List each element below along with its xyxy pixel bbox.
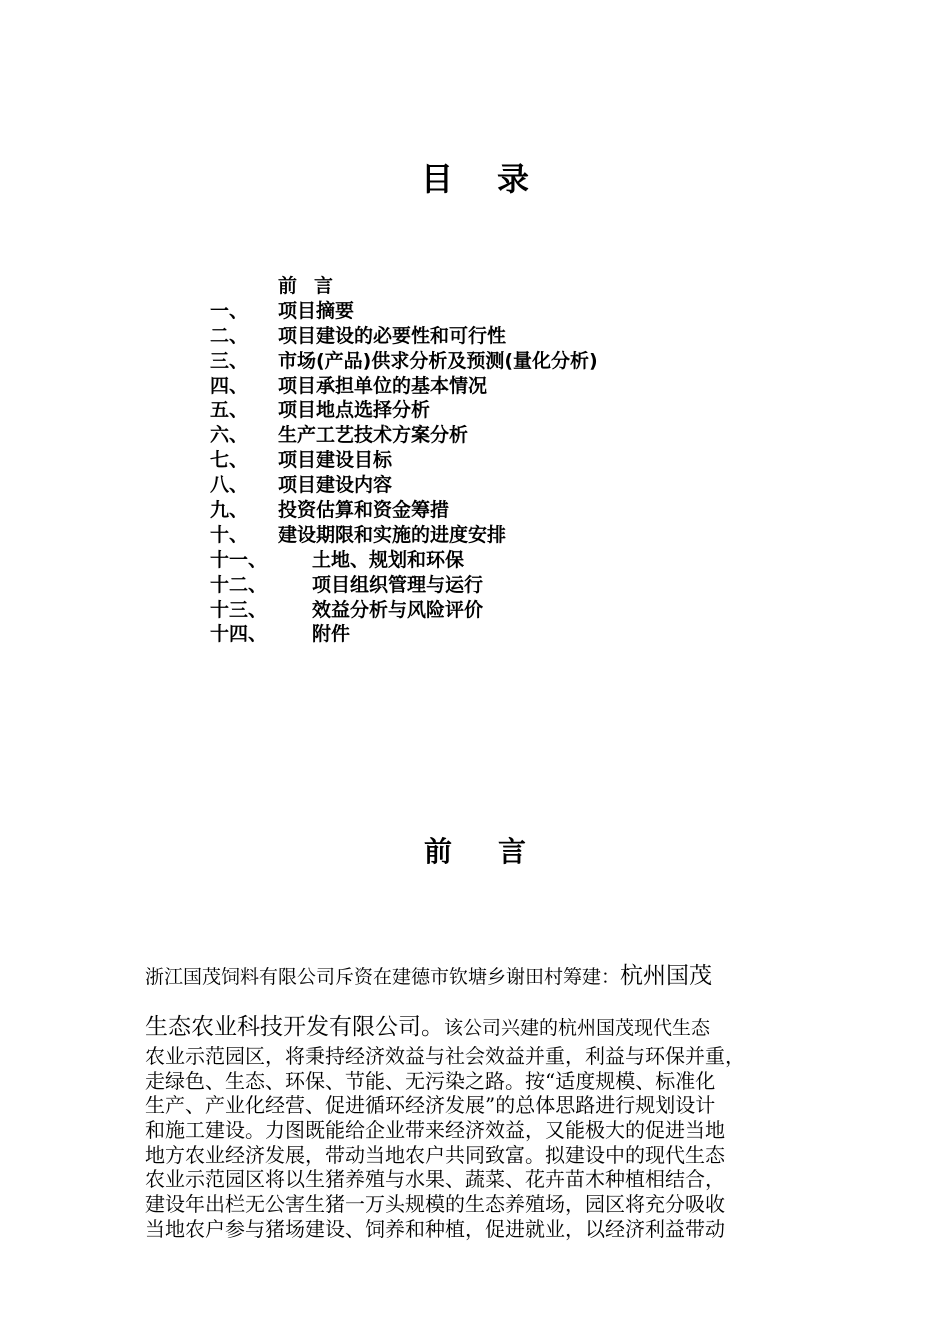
toc-item[interactable]: [210, 299, 810, 324]
toc-item[interactable]: [210, 324, 810, 349]
toc-item-number: 十、: [210, 523, 249, 546]
toc-item-label: 建设期限和实施的进度安排: [278, 523, 507, 546]
toc-item-number: 一、: [210, 299, 249, 322]
table-of-contents: [210, 274, 810, 647]
toc-item-label: 前言: [278, 275, 351, 297]
preface-line: [145, 957, 825, 990]
toc-item[interactable]: [210, 349, 810, 374]
toc-item-preface[interactable]: [210, 274, 810, 299]
toc-item-label: 项目建设目标: [278, 449, 393, 472]
toc-item-label: 项目建设的必要性和可行性: [278, 324, 507, 347]
preface-line: 农业示范园区将以生猪养殖与水果、蔬菜、花卉苗木种植相结合，: [145, 1167, 725, 1192]
preface-text: 浙江国茂饲料有限公司斥资在建德市钦塘乡谢田村筹建：: [145, 966, 621, 988]
toc-item-label: 投资估算和资金筹措: [278, 499, 450, 522]
toc-item[interactable]: [210, 498, 810, 523]
toc-item-label: 项目地点选择分析: [278, 399, 431, 422]
preface-line: [145, 1008, 825, 1041]
toc-item[interactable]: [210, 573, 810, 598]
toc-item-label: 生产工艺技术方案分析: [278, 424, 469, 447]
toc-item-label: 项目摘要: [278, 299, 355, 322]
toc-item-number: 十四、: [210, 623, 268, 646]
toc-item-label: 项目组织管理与运行: [312, 573, 484, 596]
preface-line: 走绿色、生态、环保、节能、无污染之路。按“适度规模、标准化: [145, 1068, 716, 1093]
preface-line: 地方农业经济发展，带动当地农户共同致富。拟建设中的现代生态: [145, 1142, 725, 1167]
preface-line: 农业示范园区，将秉持经济效益与社会效益并重，利益与环保并重，: [145, 1044, 745, 1068]
toc-item-number: 五、: [210, 399, 249, 422]
toc-item[interactable]: [210, 423, 810, 448]
toc-item[interactable]: [210, 374, 810, 399]
toc-item-number: 七、: [210, 449, 249, 472]
preface-text: 生态农业科技开发有限公司。: [145, 1014, 444, 1040]
toc-item-label: 市场(产品)供求分析及预测(量化分析): [278, 349, 598, 372]
toc-item[interactable]: [210, 598, 810, 623]
preface-line: 当地农户参与猪场建设、饲养和种植，促进就业，以经济利益带动: [145, 1216, 725, 1241]
toc-item[interactable]: [210, 398, 810, 423]
toc-item-label: 项目建设内容: [278, 474, 393, 497]
toc-item-label: 效益分析与风险评价: [312, 598, 484, 621]
toc-item[interactable]: [210, 622, 810, 647]
toc-item[interactable]: [210, 548, 810, 573]
toc-item-label: 附件: [312, 623, 351, 646]
toc-item[interactable]: [210, 473, 810, 498]
toc-item[interactable]: [210, 448, 810, 473]
toc-title: 目录: [420, 160, 573, 198]
preface-line: 建设年出栏无公害生猪一万头规模的生态养殖场，园区将充分吸收: [145, 1192, 725, 1217]
preface-body: [145, 1044, 835, 1242]
toc-item-number: 八、: [210, 474, 249, 497]
toc-item-number: 六、: [210, 424, 249, 447]
toc-item-number: 十二、: [210, 573, 268, 596]
preface-text: 杭州国茂: [620, 963, 713, 989]
toc-item-number: 四、: [210, 374, 249, 397]
toc-item-number: 十三、: [210, 598, 268, 621]
toc-item-label: 土地、规划和环保: [312, 548, 465, 571]
toc-item-number: 三、: [210, 349, 249, 372]
preface-title: 前言: [423, 835, 572, 868]
toc-item-number: 二、: [210, 324, 249, 347]
toc-item-label: 项目承担单位的基本情况: [278, 374, 488, 397]
preface-line: 生产、产业化经营、促进循环经济发展”的总体思路进行规划设计: [145, 1093, 716, 1118]
preface-text: 该公司兴建的杭州国茂现代生态: [444, 1017, 711, 1039]
preface-line: 和施工建设。力图既能给企业带来经济效益，又能极大的促进当地: [145, 1118, 725, 1143]
toc-item-number: 十一、: [210, 548, 268, 571]
toc-item-number: 九、: [210, 499, 249, 522]
toc-item[interactable]: [210, 523, 810, 548]
